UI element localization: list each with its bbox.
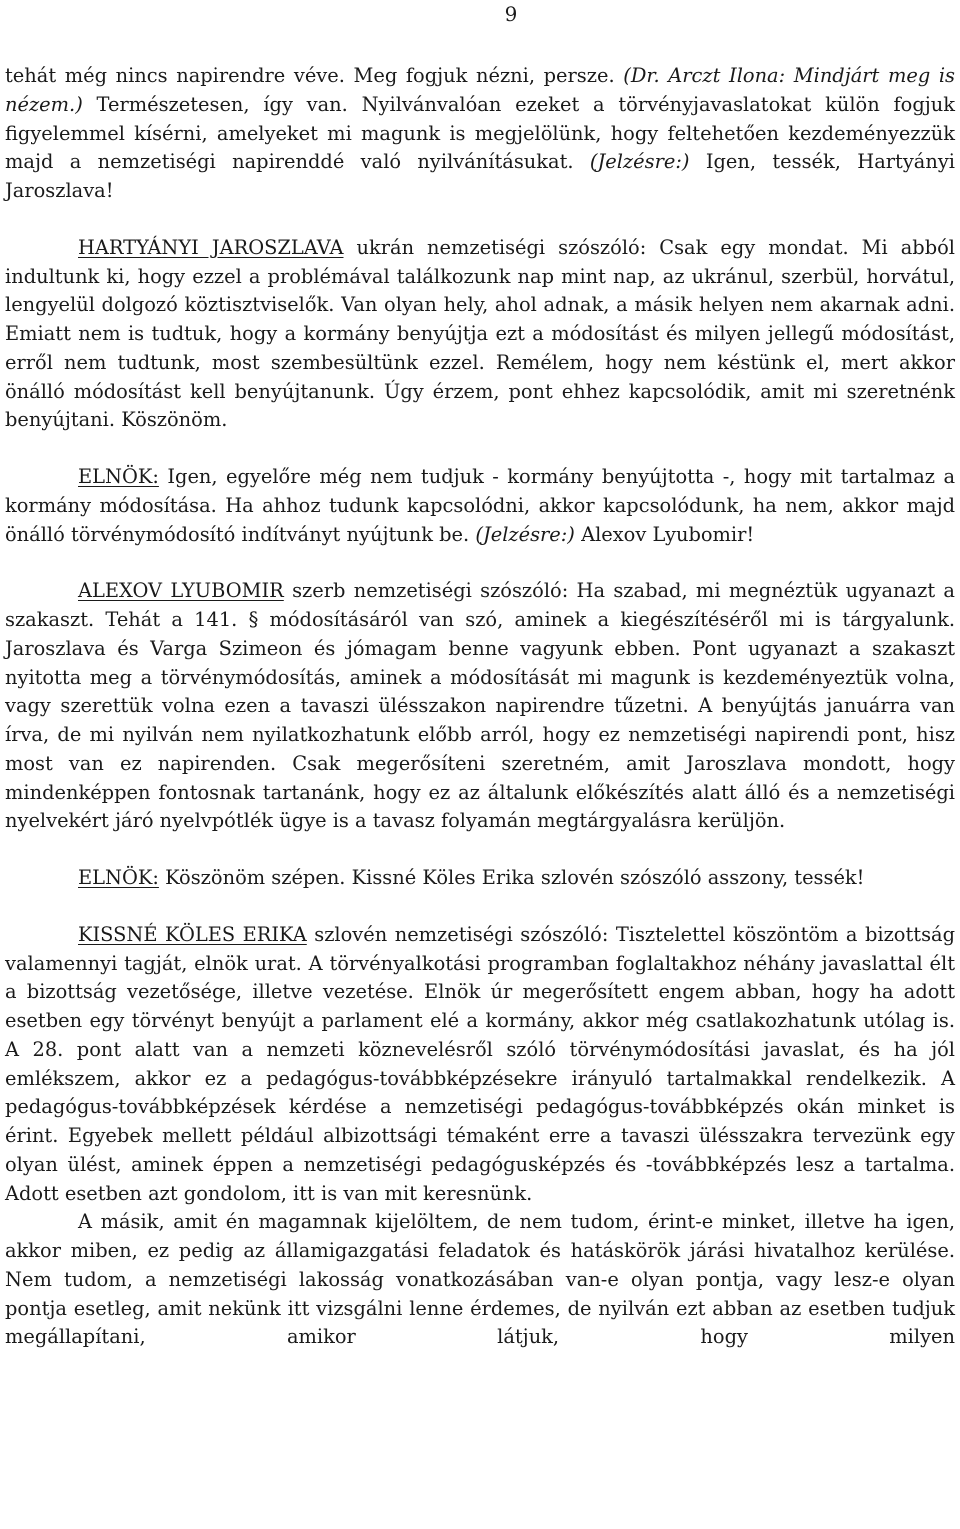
interjection: (Jelzésre:) [589,150,690,174]
speaker-name: ALEXOV LYUBOMIR [78,579,284,603]
speaker-name: ELNÖK: [78,465,159,488]
paragraph-text: Köszönöm szépen. Kissné Köles Erika szlovén szószóló asszony, tessék! [165,866,865,889]
paragraph-text: szlovén nemzetiségi szószóló: Tisztelettel köszöntöm a bizottság valamennyi tagját, elnök urat. A törvényalkotási programban foglaltakhoz néhány javaslattal élt a bizottság vezetősége, illetve vezetése. Elnök úr megerősített engem abban, hogy ha adott esetben egy törvényt benyújt a parlament elé a kormány, akkor még csatlakozhatunk utólag is. A 28. pont alatt van a nemzeti köznevelésről szóló törvénymódosítási javaslat, és ha jól emlékszem, akkor ez a pedagógus-továbbképzésekre irányuló tartalmakkal rendelkezik. A pedagógus-továbbképzések kérdése a nemzetiségi pedagógus-továbbképzés okán minket is érint. Egyebek mellett például albizottsági témaként erre a tavaszi ülésszakra tervezünk egy olyan ülést, aminek éppen a nemzetiségi pedagógusképzés és -továbbképzés lesz a tartalma. Adott esetben azt gondolom, itt is van mit keresnünk. [5,922,955,1205]
paragraph-2 [5,234,955,435]
document-page [5,0,955,1352]
paragraph-4 [5,577,955,836]
paragraph-1 [5,62,955,206]
interjection: (Dr. Arczt Ilona: Mindjárt meg is nézem.) [5,64,956,116]
paragraph-text: tehát még nincs napirendre véve. Meg fogjuk nézni, persze. [5,64,615,87]
speaker-name: ELNÖK: [78,866,159,889]
paragraph-5 [5,864,955,893]
paragraph-7 [5,1208,955,1352]
paragraph-3 [5,463,955,549]
page-number: 9 [504,2,518,26]
speaker-name: KISSNÉ KÖLES ERIKA [78,922,307,946]
paragraph-text: Igen, tessék, Hartyányi Jaroszlava! [5,150,955,202]
paragraph-text: A másik, amit én magamnak kijelöltem, de nem tudom, érint-e minket, illetve ha igen, akkor miben, ez pedig az államigazgatási feladatok és hatáskörök járási hivatalhoz kerülése. Nem tudom, a nemzetiségi lakosság vonatkozásában van-e olyan pontja, vagy lesz-e olyan pontja esetleg, amit nekünk itt vizsgálni lenne érdemes, de nyilván ezt abban az esetben tudjuk megállapítani, amikor látjuk, hogy milyen [5,1210,955,1349]
paragraph-text: ukrán nemzetiségi szószóló: Csak egy mondat. Mi abból indultunk ki, hogy ezzel a problémával találkozunk nap mint nap, az ukránul, szerbül, horvátul, lengyelül dolgozó köztisztviselők. Van olyan hely, ahol adnak, a másik helyen nem akarnak adni. Emiatt nem is tudtuk, hogy a kormány benyújtja ezt a módosítást és milyen jellegű módosítást, erről nem tudtunk, most szembesültünk ezzel. Remélem, hogy nem késtünk el, mert akkor önálló módosítást kell benyújtanunk. Úgy érzem, pont ehhez kapcsolódik, amit mi szeretnénk benyújtani. Köszönöm. [5,235,956,432]
paragraph-text: Igen, egyelőre még nem tudjuk - kormány benyújtotta -, hogy mit tartalmaz a kormány módosítása. Ha ahhoz tudunk kapcsolódni, akkor kapcsolódunk, ha nem, akkor majd önálló törvénymódosító indítványt nyújtunk be. [5,465,955,546]
interjection: (Jelzésre:) [475,522,575,546]
speaker-name: HARTYÁNYI JAROSZLAVA [78,235,344,259]
paragraph-6 [5,921,955,1209]
paragraph-text: szerb nemzetiségi szószóló: Ha szabad, mi megnéztük ugyanazt a szakaszt. Tehát a 141. § módosításáról van szó, aminek a kiegészítéséről mi is tárgyalunk. Jaroszlava és Varga Szimeon és jómagam benne vagyunk ebben. Pont ugyanazt a szakaszt nyitotta meg a törvénymódosítás, aminek a módosítását mi magunk is kezdeményeztük volna, vagy szerettük volna ezen a tavaszi ülésszakon napirendre tűzetni. A benyújtás januárra van írva, de mi nyilván nem nyilatkozhatunk előbb arról, hogy ez nemzetiségi napirendi pont, hisz most van ez napirenden. Csak megerősíteni szeretném, amit Jaroszlava mondott, hogy mindenképpen fontosnak tartanánk, hogy ez az általunk előkészítés alatt álló és a nemzetiségi nyelvekért járó nyelvpótlék ügye is a tavasz folyamán megtárgyalásra kerüljön. [5,579,955,833]
paragraph-text: Alexov Lyubomir! [581,522,755,546]
paragraph-text: Természetesen, így van. Nyilvánvalóan ezeket a törvényjavaslatokat külön fogjuk figyelemmel kísérni, amelyeket mi magunk is megjelölünk, hogy feltehetően kezdeményezzük majd a nemzetiségi napirenddé való nyilvánításukat. [5,92,955,174]
